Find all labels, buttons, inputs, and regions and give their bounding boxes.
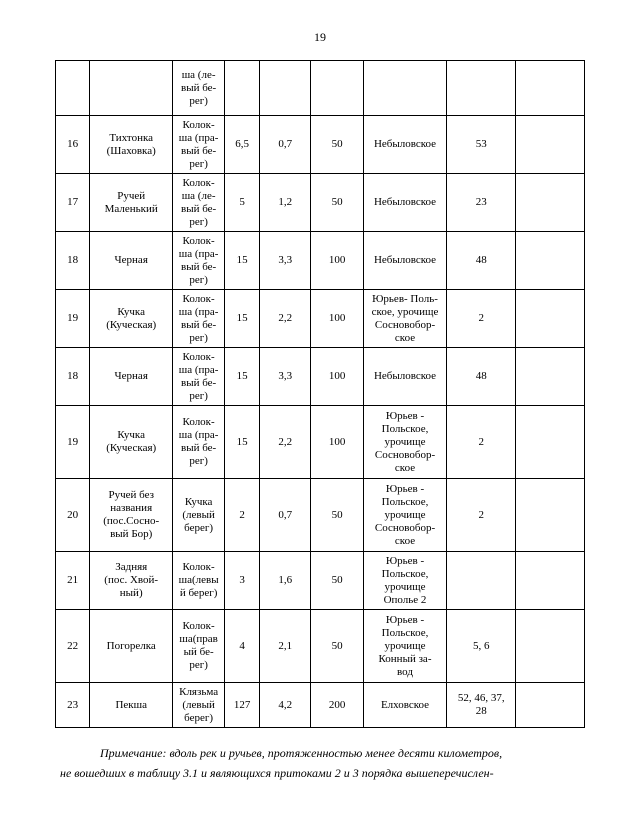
cell-settlement: Юрьев- Поль- ское, урочище Сосновобор- ское xyxy=(364,290,447,348)
table-row xyxy=(56,61,585,116)
cell-basin-area: 1,6 xyxy=(260,552,311,610)
cell-protection-zone: 50 xyxy=(311,116,364,174)
cell-settlement: Юрьев - Польское, урочище Конный за- вод xyxy=(364,610,447,683)
table-row xyxy=(56,348,585,406)
cell-row-number: 17 xyxy=(56,174,90,232)
cell-cadastral-quarter: 5, 6 xyxy=(446,610,515,683)
cell-river-name: Кучка (Куческая) xyxy=(90,406,173,479)
cell-extra xyxy=(516,552,585,610)
cell-row-number: 22 xyxy=(56,610,90,683)
cell-length-km: 2 xyxy=(225,479,260,552)
page-number: 19 xyxy=(314,30,326,44)
cell-settlement: Небыловское xyxy=(364,116,447,174)
cell-length-km: 15 xyxy=(225,406,260,479)
table-row xyxy=(56,174,585,232)
cell-protection-zone: 50 xyxy=(311,610,364,683)
cell-receiving-water: Колок- ша (пра- вый бе- рег) xyxy=(173,232,225,290)
cell-receiving-water: Клязьма (левый берег) xyxy=(173,683,225,728)
cell-length-km: 3 xyxy=(225,552,260,610)
cell-row-number: 23 xyxy=(56,683,90,728)
cell-receiving-water: Колок- ша (пра- вый бе- рег) xyxy=(173,116,225,174)
cell-settlement: Небыловское xyxy=(364,348,447,406)
cell-protection-zone xyxy=(311,61,364,116)
cell-protection-zone: 200 xyxy=(311,683,364,728)
cell-receiving-water: Кучка (левый берег) xyxy=(173,479,225,552)
cell-basin-area: 0,7 xyxy=(260,116,311,174)
table-row xyxy=(56,232,585,290)
cell-row-number: 19 xyxy=(56,290,90,348)
cell-receiving-water: Колок- ша (ле- вый бе- рег) xyxy=(173,174,225,232)
cell-cadastral-quarter: 52, 46, 37, 28 xyxy=(446,683,515,728)
cell-extra xyxy=(516,683,585,728)
cell-protection-zone: 50 xyxy=(311,552,364,610)
cell-river-name: Ручей без названия (пос.Сосно- вый Бор) xyxy=(90,479,173,552)
cell-basin-area: 4,2 xyxy=(260,683,311,728)
cell-receiving-water: Колок- ша (пра- вый бе- рег) xyxy=(173,406,225,479)
cell-extra xyxy=(516,232,585,290)
cell-cadastral-quarter: 53 xyxy=(446,116,515,174)
cell-length-km: 4 xyxy=(225,610,260,683)
cell-receiving-water: Колок- ша (пра- вый бе- рег) xyxy=(173,348,225,406)
cell-cadastral-quarter: 2 xyxy=(446,290,515,348)
table-row xyxy=(56,116,585,174)
cell-length-km: 15 xyxy=(225,232,260,290)
cell-extra xyxy=(516,290,585,348)
cell-row-number: 20 xyxy=(56,479,90,552)
note-line-1: Примечание: вдоль рек и ручьев, протяженностью менее десяти километров, xyxy=(100,746,503,760)
cell-length-km: 5 xyxy=(225,174,260,232)
cell-settlement: Юрьев - Польское, урочище Сосновобор- ское xyxy=(364,479,447,552)
cell-cadastral-quarter xyxy=(446,61,515,116)
cell-basin-area: 2,2 xyxy=(260,406,311,479)
cell-river-name: Погорелка xyxy=(90,610,173,683)
cell-river-name: Черная xyxy=(90,348,173,406)
cell-river-name: Тихтонка (Шаховка) xyxy=(90,116,173,174)
rivers-table-body xyxy=(56,61,585,728)
note-line-2: не вошедших в таблицу 3.1 и являющихся притоками 2 и 3 порядка вышеперечислен- xyxy=(60,766,494,780)
cell-basin-area: 1,2 xyxy=(260,174,311,232)
cell-river-name: Черная xyxy=(90,232,173,290)
cell-row-number: 18 xyxy=(56,232,90,290)
cell-extra xyxy=(516,174,585,232)
cell-cadastral-quarter: 2 xyxy=(446,479,515,552)
cell-row-number: 16 xyxy=(56,116,90,174)
table-row xyxy=(56,552,585,610)
cell-river-name: Пекша xyxy=(90,683,173,728)
cell-river-name: Задняя (пос. Хвой- ный) xyxy=(90,552,173,610)
cell-settlement: Небыловское xyxy=(364,174,447,232)
table-row xyxy=(56,290,585,348)
cell-cadastral-quarter: 48 xyxy=(446,232,515,290)
cell-receiving-water: Колок- ша(левы й берег) xyxy=(173,552,225,610)
cell-row-number: 19 xyxy=(56,406,90,479)
cell-length-km: 15 xyxy=(225,290,260,348)
cell-length-km: 6,5 xyxy=(225,116,260,174)
cell-length-km: 127 xyxy=(225,683,260,728)
cell-cadastral-quarter xyxy=(446,552,515,610)
cell-protection-zone: 100 xyxy=(311,232,364,290)
cell-settlement: Юрьев - Польское, урочище Ополье 2 xyxy=(364,552,447,610)
cell-row-number: 18 xyxy=(56,348,90,406)
cell-receiving-water: Колок- ша(прав ый бе- рег) xyxy=(173,610,225,683)
cell-extra xyxy=(516,479,585,552)
cell-protection-zone: 100 xyxy=(311,406,364,479)
cell-protection-zone: 50 xyxy=(311,174,364,232)
cell-basin-area: 0,7 xyxy=(260,479,311,552)
table-row xyxy=(56,610,585,683)
cell-extra xyxy=(516,406,585,479)
cell-basin-area: 3,3 xyxy=(260,348,311,406)
rivers-table xyxy=(55,60,585,728)
cell-river-name: Кучка (Куческая) xyxy=(90,290,173,348)
cell-extra xyxy=(516,348,585,406)
cell-extra xyxy=(516,61,585,116)
cell-cadastral-quarter: 2 xyxy=(446,406,515,479)
cell-protection-zone: 100 xyxy=(311,348,364,406)
cell-settlement: Небыловское xyxy=(364,232,447,290)
cell-receiving-water: Колок- ша (пра- вый бе- рег) xyxy=(173,290,225,348)
cell-basin-area: 3,3 xyxy=(260,232,311,290)
cell-river-name: Ручей Маленький xyxy=(90,174,173,232)
cell-protection-zone: 50 xyxy=(311,479,364,552)
cell-settlement: Елховское xyxy=(364,683,447,728)
cell-basin-area xyxy=(260,61,311,116)
cell-length-km xyxy=(225,61,260,116)
cell-row-number: 21 xyxy=(56,552,90,610)
cell-extra xyxy=(516,116,585,174)
cell-row-number xyxy=(56,61,90,116)
table-row xyxy=(56,479,585,552)
table-row xyxy=(56,406,585,479)
cell-settlement: Юрьев - Польское, урочище Сосновобор- ское xyxy=(364,406,447,479)
cell-basin-area: 2,1 xyxy=(260,610,311,683)
cell-length-km: 15 xyxy=(225,348,260,406)
cell-river-name xyxy=(90,61,173,116)
table-row xyxy=(56,683,585,728)
cell-extra xyxy=(516,610,585,683)
cell-settlement xyxy=(364,61,447,116)
cell-receiving-water: ша (ле- вый бе- рег) xyxy=(173,61,225,116)
cell-protection-zone: 100 xyxy=(311,290,364,348)
cell-cadastral-quarter: 48 xyxy=(446,348,515,406)
cell-basin-area: 2,2 xyxy=(260,290,311,348)
cell-cadastral-quarter: 23 xyxy=(446,174,515,232)
